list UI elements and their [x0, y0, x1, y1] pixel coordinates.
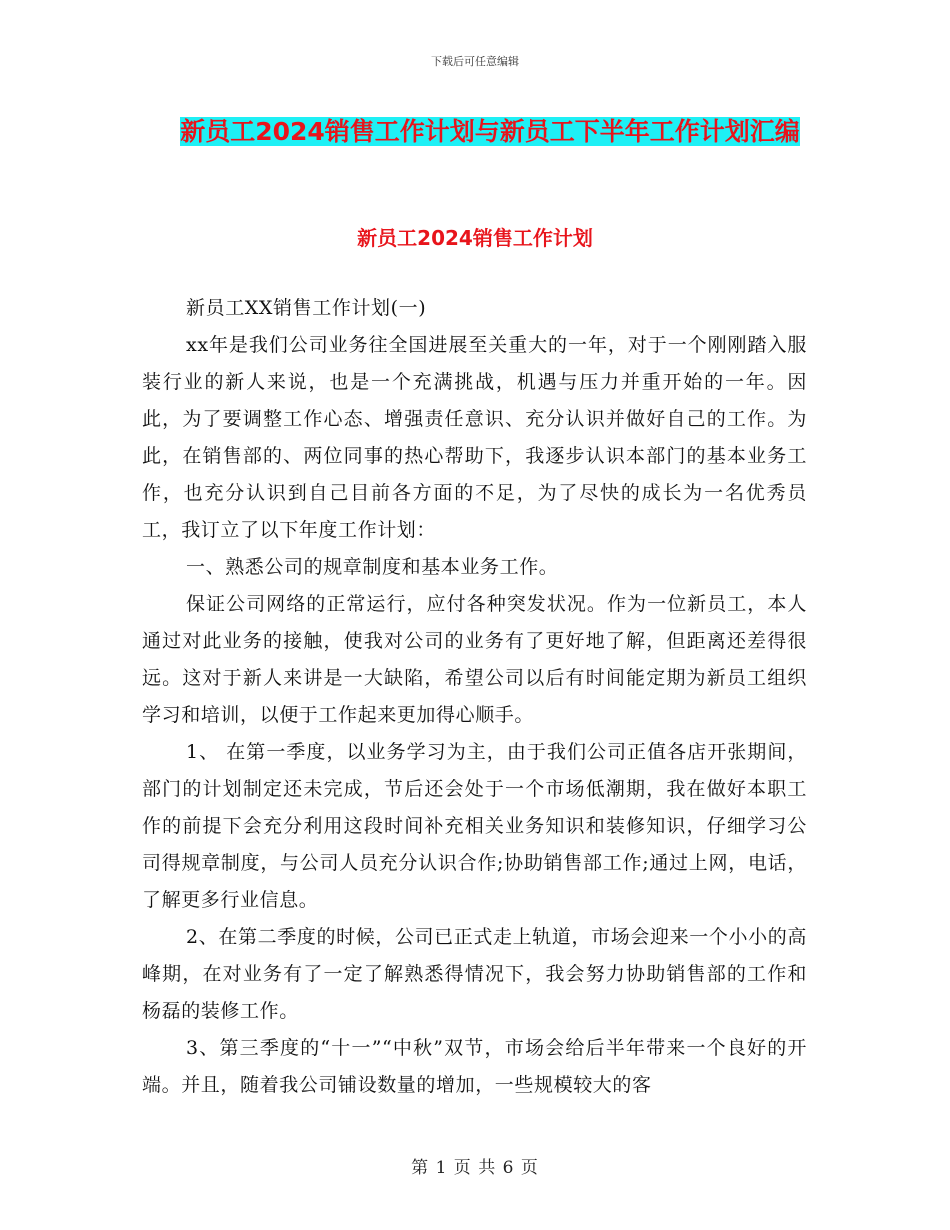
- document-title-text: 新员工2024销售工作计划与新员工下半年工作计划汇编: [180, 117, 800, 146]
- paragraph: 2、在第二季度的时候，公司已正式走上轨道，市场会迎来一个小小的高峰期，在对业务有了一定了解熟悉得情况下，我会努力协助销售部的工作和杨磊的装修工作。: [142, 926, 807, 1022]
- section-title: 新员工2024销售工作计划: [357, 226, 593, 250]
- header-note: 下载后可任意编辑: [431, 55, 519, 68]
- page-footer: 第 1 页 共 6 页: [411, 1158, 539, 1178]
- body-text: [142, 290, 807, 1104]
- paragraph: 保证公司网络的正常运行，应付各种突发状况。作为一位新员工，本人通过对此业务的接触，使我对公司的业务有了更好地了解，但距离还差得很远。这对于新人来讲是一大缺陷，希望公司以后有时间能定期为新员工组织学习和培训，以便于工作起来更加得心顺手。: [142, 593, 807, 726]
- paragraph: xx年是我们公司业务往全国进展至关重大的一年，对于一个刚刚踏入服装行业的新人来说，也是一个充满挑战，机遇与压力并重开始的一年。因此，为了要调整工作心态、增强责任意识、充分认识并做好自己的工作。为此，在销售部的、两位同事的热心帮助下，我逐步认识本部门的基本业务工作，也充分认识到自己目前各方面的不足，为了尽快的成长为一名优秀员工，我订立了以下年度工作计划：: [142, 334, 807, 541]
- paragraph: 一、熟悉公司的规章制度和基本业务工作。: [186, 556, 559, 578]
- document-title: [140, 112, 840, 152]
- paragraph: 新员工XX销售工作计划(一): [186, 297, 427, 319]
- paragraph: 3、第三季度的“十一”“中秋”双节，市场会给后半年带来一个良好的开端。并且，随着我公司铺设数量的增加，一些规模较大的客: [142, 1037, 807, 1096]
- paragraph: 1、 在第一季度，以业务学习为主，由于我们公司正值各店开张期间，部门的计划制定还未完成，节后还会处于一个市场低潮期，我在做好本职工作的前提下会充分利用这段时间补充相关业务知识和装修知识，仔细学习公司得规章制度，与公司人员充分认识合作;协助销售部工作;通过上网，电话，了解更多行业信息。: [142, 741, 807, 911]
